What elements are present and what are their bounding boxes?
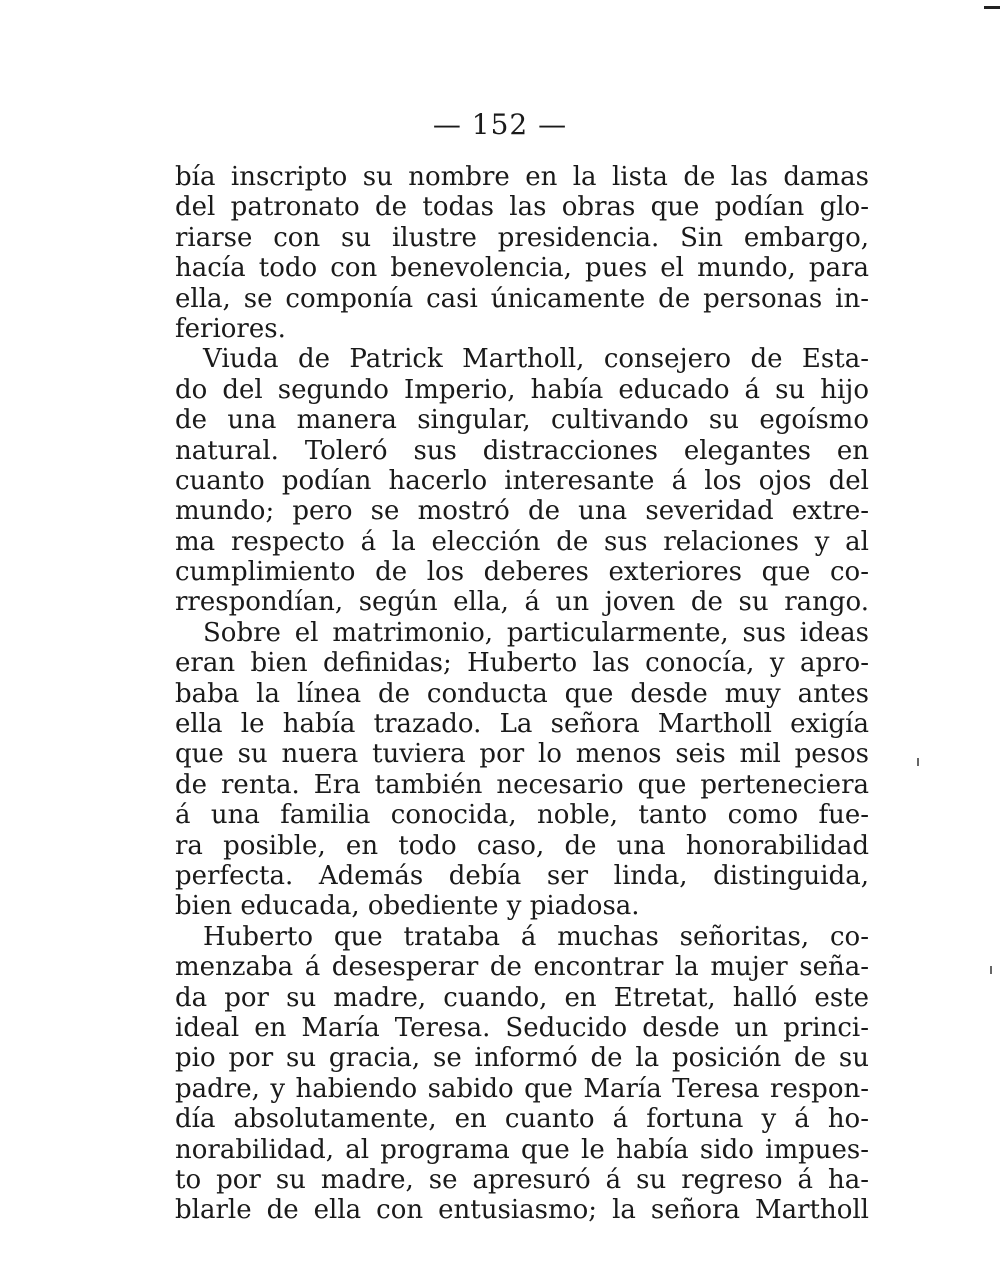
text-line: perfecta. Además debía ser linda, distinguida,	[175, 860, 869, 891]
body-text	[175, 162, 869, 1226]
text-line: ra posible, en todo caso, de una honorabilidad	[175, 830, 869, 861]
scan-speck	[990, 966, 992, 974]
text-line: que su nuera tuviera por lo menos seis mil pesos	[175, 739, 869, 770]
text-line: hacía todo con benevolencia, pues el mundo, para	[175, 253, 869, 284]
text-line: padre, y habiendo sabido que María Teresa respon-	[175, 1073, 869, 1104]
paragraph-start-line: Huberto que trataba á muchas señoritas, co-	[203, 921, 869, 952]
text-line: del patronato de todas las obras que podían glo-	[175, 192, 869, 223]
text-line: ma respecto á la elección de sus relaciones y al	[175, 526, 869, 557]
text-line: ideal en María Teresa. Seducido desde un princi-	[175, 1012, 869, 1043]
text-line: eran bien definidas; Huberto las conocía, y apro-	[175, 648, 869, 679]
text-line: feriores.	[175, 313, 286, 344]
text-line: cuanto podían hacerlo interesante á los ojos del	[175, 465, 869, 496]
text-line: de una manera singular, cultivando su egoísmo	[175, 405, 869, 436]
text-line: menzaba á desesperar de encontrar la mujer seña-	[175, 952, 869, 983]
text-line: mundo; pero se mostró de una severidad extre-	[175, 496, 869, 527]
paragraph-start-line: Sobre el matrimonio, particularmente, sus ideas	[203, 617, 869, 648]
text-line: ella le había trazado. La señora Martholl exigía	[175, 709, 869, 740]
text-line: to por su madre, se apresuró á su regreso á ha-	[175, 1164, 869, 1195]
corner-scan-mark	[984, 6, 1000, 9]
text-line: de renta. Era también necesario que perteneciera	[175, 769, 869, 800]
text-line: do del segundo Imperio, había educado á su hijo	[175, 374, 869, 405]
text-line: día absolutamente, en cuanto á fortuna y á ho-	[175, 1104, 869, 1135]
page-number: — 152 —	[432, 108, 568, 141]
text-line: cumplimiento de los deberes exteriores que co-	[175, 557, 869, 588]
text-line: norabilidad, al programa que le había sido impues-	[175, 1134, 869, 1165]
scan-speck	[917, 758, 919, 766]
text-line: ella, se componía casi únicamente de personas in-	[175, 283, 869, 314]
text-line: da por su madre, cuando, en Etretat, halló este	[175, 982, 869, 1013]
text-line: rrespondían, según ella, á un joven de su rango.	[175, 587, 869, 618]
text-line: blarle de ella con entusiasmo; la señora Martholl	[175, 1195, 869, 1226]
text-line: baba la línea de conducta que desde muy antes	[175, 678, 869, 709]
text-line: bien educada, obediente y piadosa.	[175, 891, 640, 922]
text-line: pio por su gracia, se informó de la posición de su	[175, 1043, 869, 1074]
text-line: natural. Toleró sus distracciones elegantes en	[175, 435, 869, 466]
text-line: bía inscripto su nombre en la lista de las damas	[175, 162, 869, 192]
text-line: riarse con su ilustre presidencia. Sin embargo,	[175, 222, 869, 253]
text-line: á una familia conocida, noble, tanto como fue-	[175, 800, 869, 831]
paragraph-start-line: Viuda de Patrick Martholl, consejero de Esta-	[203, 344, 869, 375]
